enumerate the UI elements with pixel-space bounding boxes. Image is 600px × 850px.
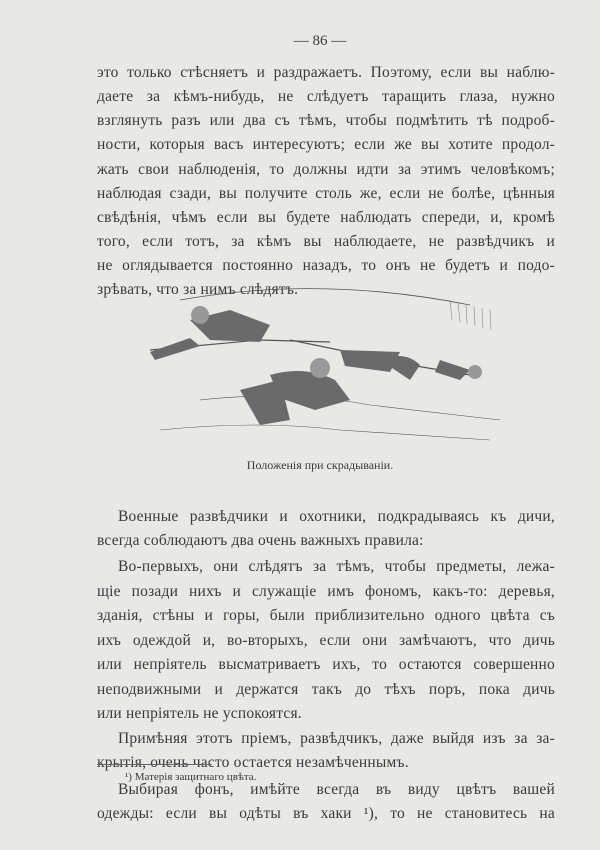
text-line: Военные развѣдчики и охотники, подкрадываясь къ дичи,	[118, 508, 555, 525]
text-line: это только стѣсняетъ и раздражаетъ. Поэтому, если вы наблю-	[97, 64, 555, 81]
text-line: зрѣвать, что за нимъ слѣдятъ.	[97, 281, 299, 298]
text-line: взглянуть разъ или два съ тѣмъ, чтобы подмѣтить тѣ подроб-	[97, 112, 555, 129]
footnote-text: Матерія защитнаго цвѣта.	[134, 771, 257, 783]
text-line: наблюдая сзади, вы получите столь же, если не болѣе, цѣнныя	[97, 185, 555, 202]
text-line: одежды: если вы одѣты въ хаки ¹), то не становитесь на	[97, 805, 555, 822]
page-number: — 86 —	[293, 33, 347, 49]
text-line: свѣдѣнія, чѣмъ если вы будете наблюдать спереди, и, кромѣ	[97, 209, 555, 226]
footnote	[125, 771, 256, 783]
text-line: всегда соблюдаютъ два очень важныхъ правила:	[97, 532, 424, 549]
figure-caption: Положенія при скрадываніи.	[246, 458, 394, 472]
text-line: того, если тотъ, за кѣмъ вы наблюдаете, не развѣдчикъ и	[97, 233, 555, 250]
text-line: не оглядывается постоянно назадъ, то онъ не будетъ и подо-	[97, 257, 555, 274]
text-line: жать свои наблюденія, то должны идти за этимъ человѣкомъ;	[97, 161, 555, 178]
text-line: или непріятель не успокоятся.	[97, 705, 302, 722]
text-line: крытія, очень часто остается незамѣченнымъ.	[97, 754, 409, 771]
text-line: Выбирая фонъ, имѣйте всегда въ виду цвѣтъ вашей	[118, 781, 555, 798]
text-line: даете за кѣмъ-нибудь, не слѣдуетъ таращить глаза, нужно	[97, 88, 555, 105]
text-line: ности, которыя васъ интересуютъ; если же вы хотите продол-	[97, 136, 555, 153]
text-line: Во-первыхъ, они слѣдятъ за тѣмъ, чтобы предметы, лежа-	[118, 558, 555, 575]
text-line: щіе позади нихъ и служащіе имъ фономъ, какъ-то: деревья,	[97, 583, 555, 600]
footnote-divider	[97, 764, 212, 765]
text-line: неподвижными и держатся такъ до тѣхъ поръ, пока дичь	[97, 681, 555, 698]
footnote-mark: ¹)	[125, 771, 132, 783]
text-line: или непріятель высматриваетъ ихъ, то остаются совершенно	[97, 656, 555, 673]
text-line: Примѣняя этотъ пріемъ, развѣдчикъ, даже выйдя изъ за за-	[118, 730, 555, 747]
stalking-positions-illustration	[140, 280, 510, 450]
text-line: зданія, стѣны и горы, были приблизительно одного цвѣта съ	[97, 607, 555, 624]
text-line: ихъ одеждой и, во-вторыхъ, если они замѣчаютъ, что дичь	[97, 632, 555, 649]
